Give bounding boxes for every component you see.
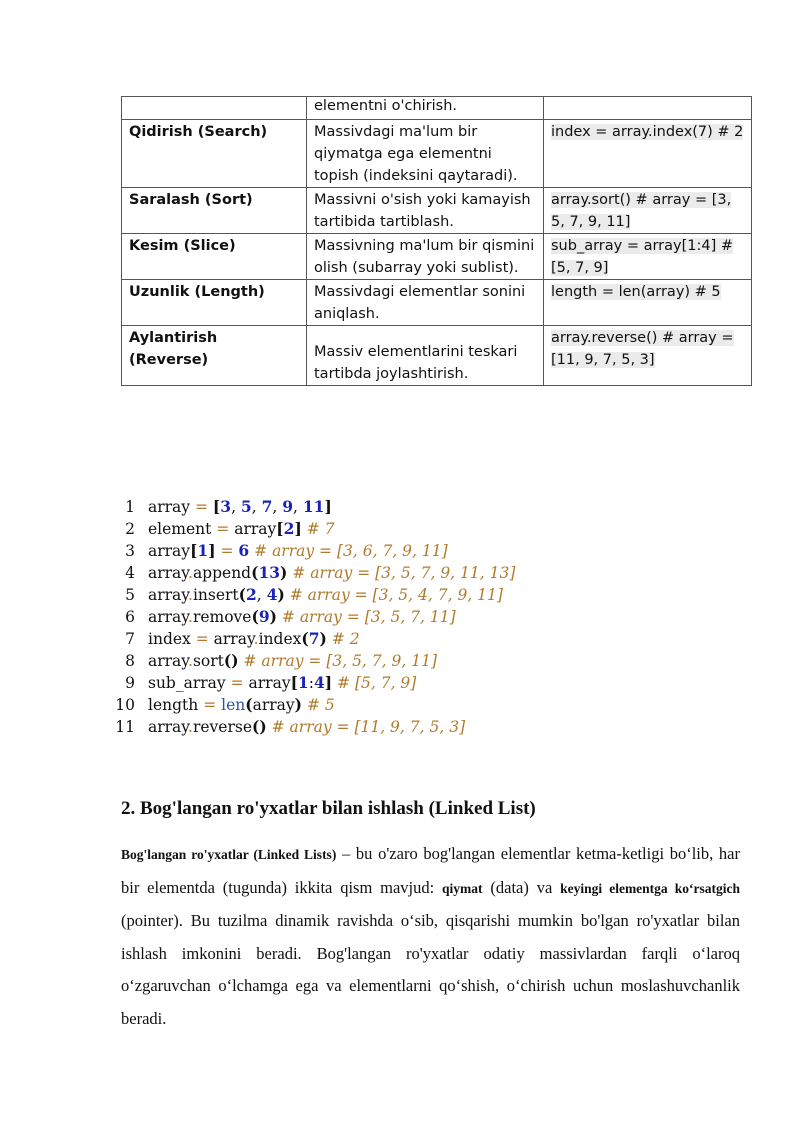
line-number: 2 xyxy=(125,520,135,538)
code-text: sub_array = array[1:4] # [5, 7, 9] xyxy=(148,673,417,692)
operation-description: Massivdagi elementlar sonini aniqlash. xyxy=(307,280,544,326)
code-text: element = array[2] # 7 xyxy=(148,519,335,538)
table-row xyxy=(122,188,752,234)
code-line xyxy=(110,650,515,672)
term-linked-lists: Bog'langan ro'yxatlar (Linked Lists) xyxy=(121,847,337,862)
operation-name: Qidirish (Search) xyxy=(122,120,307,188)
line-number: 10 xyxy=(115,696,135,714)
operation-name: Uzunlik (Length) xyxy=(122,280,307,326)
operation-code xyxy=(544,188,752,234)
section-paragraph xyxy=(121,838,740,1035)
operation-description-text: elementni o'chirish. xyxy=(314,98,458,114)
operation-description xyxy=(307,97,544,120)
section-heading: 2. Bog'langan ro'yxatlar bilan ishlash (Linked List) xyxy=(121,798,536,819)
paragraph-text-1: – bu o'zaro bog'langan elementlar ketma-ketligi bo‘lib, har bir elementda (tugunda) ikkita qism mavjud: xyxy=(121,844,740,897)
paragraph-text-3: (pointer). Bu tuzilma dinamik ravishda o‘sib, qisqarishi mumkin bo'lgan ro'yxatlar bilan ishlash imkonini beradi. Bog'langan ro'yxatlar odatiy massivlardan farqli o‘laroq o‘zgaruvchan o‘lchamga ega va elementlarni qo‘shish, o‘chirish uchun moslashuvchanlik beradi. xyxy=(121,911,740,1028)
code-line xyxy=(110,606,515,628)
line-number: 1 xyxy=(125,498,135,516)
operation-name: Saralash (Sort) xyxy=(122,188,307,234)
operation-name: Kesim (Slice) xyxy=(122,234,307,280)
code-snippet: sub_array = array[1:4] # [5, 7, 9] xyxy=(551,238,734,276)
line-number: 4 xyxy=(125,564,135,582)
line-number: 9 xyxy=(125,674,135,692)
code-text: index = array.index(7) # 2 xyxy=(148,629,360,648)
code-line xyxy=(110,672,515,694)
operation-name: Aylantirish (Reverse) xyxy=(122,326,307,386)
code-snippet: index = array.index(7) # 2 xyxy=(551,124,744,140)
operations-table xyxy=(121,96,752,386)
operation-code xyxy=(544,97,752,120)
table-row xyxy=(122,120,752,188)
operation-name xyxy=(122,97,307,120)
code-line xyxy=(110,562,515,584)
code-line xyxy=(110,540,515,562)
code-text: array.insert(2, 4) # array = [3, 5, 4, 7, 9, 11] xyxy=(148,585,503,604)
code-snippet: length = len(array) # 5 xyxy=(551,284,721,300)
term-value: qiymat xyxy=(442,880,483,896)
term-pointer: keyingi elementga ko‘rsatgich xyxy=(560,880,741,896)
code-text: array.append(13) # array = [3, 5, 7, 9, 11, 13] xyxy=(148,563,516,582)
code-line xyxy=(110,716,515,738)
operation-description: Massiv elementlarini teskari tartibda joylashtirish. xyxy=(307,326,544,386)
code-line xyxy=(110,628,515,650)
code-snippet: array.reverse() # array = [11, 9, 7, 5, 3] xyxy=(551,330,734,368)
code-listing xyxy=(110,496,515,738)
operation-description: Massivdagi ma'lum bir qiymatga ega elementni topish (indeksini qaytaradi). xyxy=(307,120,544,188)
operation-code xyxy=(544,280,752,326)
code-text: array = [3, 5, 7, 9, 11] xyxy=(148,497,332,516)
operation-description: Massivning ma'lum bir qismini olish (subarray yoki sublist). xyxy=(307,234,544,280)
code-line xyxy=(110,518,515,540)
line-number: 6 xyxy=(125,608,135,626)
code-text: array.reverse() # array = [11, 9, 7, 5, 3] xyxy=(148,717,466,736)
operation-description: Massivni o'sish yoki kamayish tartibida tartiblash. xyxy=(307,188,544,234)
operation-code xyxy=(544,326,752,386)
code-snippet: array.sort() # array = [3, 5, 7, 9, 11] xyxy=(551,192,732,230)
code-line xyxy=(110,694,515,716)
line-number: 8 xyxy=(125,652,135,670)
paragraph-text-2: (data) va xyxy=(482,877,561,897)
code-text: array[1] = 6 # array = [3, 6, 7, 9, 11] xyxy=(148,541,448,560)
line-number: 11 xyxy=(115,718,135,736)
table-row xyxy=(122,234,752,280)
line-number: 3 xyxy=(125,542,135,560)
table-row xyxy=(122,97,752,120)
line-number: 5 xyxy=(125,586,135,604)
line-number: 7 xyxy=(125,630,135,648)
code-text: array.sort() # array = [3, 5, 7, 9, 11] xyxy=(148,651,437,670)
code-text: length = len(array) # 5 xyxy=(148,695,335,714)
operation-code xyxy=(544,234,752,280)
operation-code xyxy=(544,120,752,188)
table-row xyxy=(122,326,752,386)
code-text: array.remove(9) # array = [3, 5, 7, 11] xyxy=(148,607,456,626)
table-row xyxy=(122,280,752,326)
code-line xyxy=(110,584,515,606)
code-line xyxy=(110,496,515,518)
